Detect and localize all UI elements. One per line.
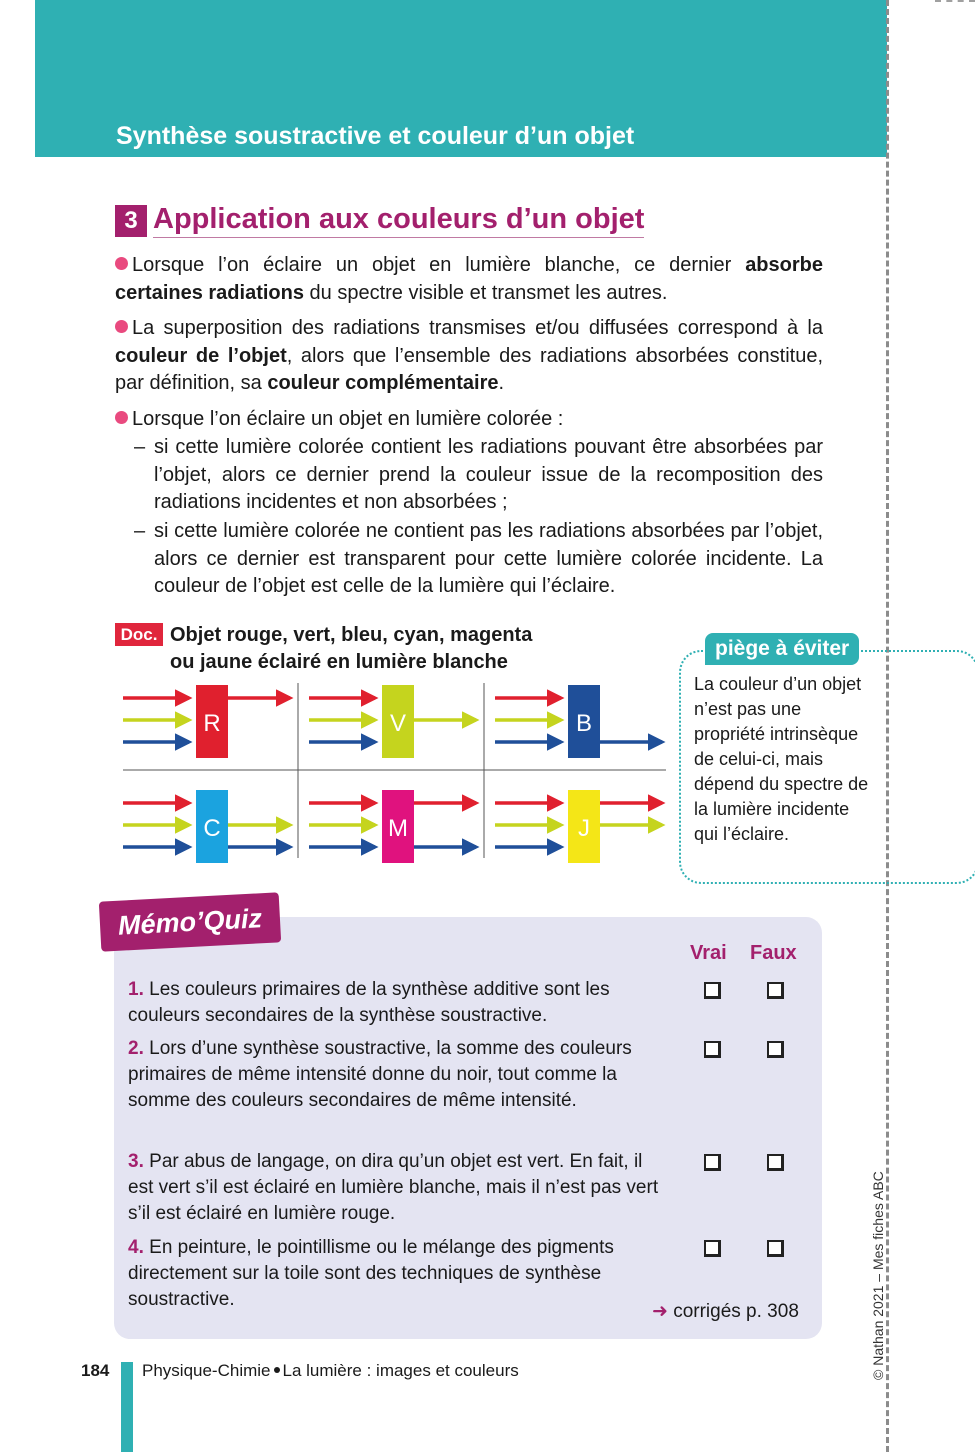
quiz-question-1	[128, 977, 673, 1029]
list-item-2	[134, 518, 823, 601]
paragraph-1-text: Lorsque l’on éclaire un objet en lumière blanche, ce dernier	[132, 254, 746, 276]
answers-reference	[652, 1300, 799, 1323]
paragraph-1-text-end: du spectre visible et transmet les autres.	[303, 281, 668, 304]
footer-breadcrumb	[142, 1361, 519, 1381]
list-item-2-text: si cette lumière colorée ne contient pas les radiations absorbées par l’objet, alors ce dernier est transparent pour cette lumière colorée incidente. La couleur de l’objet est celle de la lumière qui l’éclaire.	[154, 520, 823, 597]
list-item-1-text: si cette lumière colorée contient les radiations pouvant être absorbées par l’objet, alors ce dernier prend la couleur issue de la recomposition des radiations incidentes et non absorbées ;	[154, 436, 823, 513]
paragraph-2-text: La superposition des radiations transmises et/ou diffusées correspond à la	[132, 317, 823, 339]
question-text: En peinture, le pointillisme ou le mélange des pigments directement sur la toile sont des techniques de synthèse soustractive.	[128, 1237, 614, 1310]
quiz-question-3	[128, 1149, 673, 1227]
question-number: 1.	[128, 979, 144, 1000]
checkbox-q3-false[interactable]	[767, 1154, 784, 1171]
checkbox-q3-true[interactable]	[704, 1154, 721, 1171]
page-title: Synthèse soustractive et couleur d’un objet	[116, 122, 635, 150]
question-text: Par abus de langage, on dira qu’un objet est vert. En fait, il est vert s’il est éclairé en lumière blanche, mais il n’est pas vert s’il est éclairé en lumière rouge.	[128, 1151, 659, 1224]
paragraph-2-text-mid: , alors que l’ensemble des radiations absorbées constitue, par définition, sa	[115, 344, 824, 394]
quiz-question-2	[128, 1036, 673, 1114]
checkbox-q1-true[interactable]	[704, 982, 721, 999]
trap-text: La couleur d’un objet n’est pas une propriété intrinsèque de celui-ci, mais dépend du spectre de la lumière incidente qui l’éclaire.	[694, 674, 869, 844]
question-text: Lors d’une synthèse soustractive, la somme des couleurs primaires de même intensité donne du noir, tout comme la somme des couleurs secondaires de même intensité.	[128, 1038, 632, 1111]
column-true-header: Vrai	[690, 942, 727, 964]
paragraph-1-bold: absorbe certaines radiations	[115, 254, 823, 304]
question-number: 2.	[128, 1038, 144, 1059]
trap-tag: piège à éviter	[705, 633, 859, 665]
answers-reference-text: corrigés p. 308	[673, 1301, 799, 1322]
paragraph-2-bold-complementary: couleur complémentaire	[267, 372, 499, 394]
question-text: Les couleurs primaires de la synthèse additive sont les couleurs secondaires de la synthèse soustractive.	[128, 979, 610, 1026]
doc-tag: Doc.	[115, 623, 163, 646]
question-number: 3.	[128, 1151, 144, 1172]
object-letter: V	[389, 710, 407, 737]
footer-bar	[121, 1362, 133, 1452]
object-letter: B	[575, 710, 593, 737]
page-number: 184	[81, 1361, 110, 1380]
section-number: 3	[115, 205, 147, 237]
paragraph-2	[115, 315, 823, 398]
doc-title-line-1: Objet rouge, vert, bleu, cyan, magenta	[170, 624, 533, 646]
paragraph-3-text: Lorsque l’on éclaire un objet en lumière colorée :	[132, 408, 564, 430]
quiz-tag: Mémo’Quiz	[99, 892, 281, 951]
checkbox-q4-false[interactable]	[767, 1240, 784, 1257]
bullet-icon	[115, 411, 128, 424]
object-letter: J	[578, 815, 590, 842]
object-letter: R	[203, 710, 221, 737]
paragraph-2-bold-object-color: couleur de l’objet	[115, 344, 287, 367]
separator-dot-icon	[274, 1367, 280, 1373]
bullet-icon	[115, 320, 128, 333]
copyright: © Nathan 2021 – Mes fiches ABC	[870, 1171, 886, 1380]
checkbox-q4-true[interactable]	[704, 1240, 721, 1257]
arrow-right-icon: ➜	[652, 1301, 668, 1322]
checkbox-q2-true[interactable]	[704, 1041, 721, 1058]
paragraph-1	[115, 252, 823, 307]
color-object-diagram	[118, 678, 670, 868]
question-number: 4.	[128, 1237, 144, 1258]
object-letter: C	[203, 815, 221, 842]
section-title: Application aux couleurs d’un objet	[153, 203, 644, 238]
footer-subject: Physique-Chimie	[142, 1361, 271, 1380]
object-letter: M	[388, 815, 408, 842]
list-item-1	[134, 434, 823, 517]
cut-tick	[935, 0, 975, 6]
paragraph-3	[115, 406, 823, 434]
dash-marker: –	[134, 436, 146, 458]
checkbox-q1-false[interactable]	[767, 982, 784, 999]
doc-title	[170, 622, 600, 676]
footer-chapter: La lumière : images et couleurs	[282, 1361, 519, 1380]
column-false-header: Faux	[750, 942, 797, 964]
paragraph-2-text-end: .	[498, 372, 505, 394]
quiz-question-4	[128, 1235, 673, 1313]
doc-title-line-2: ou jaune éclairé en lumière blanche	[170, 651, 508, 673]
checkbox-q2-false[interactable]	[767, 1041, 784, 1058]
dash-marker: –	[134, 520, 146, 542]
bullet-icon	[115, 257, 128, 270]
